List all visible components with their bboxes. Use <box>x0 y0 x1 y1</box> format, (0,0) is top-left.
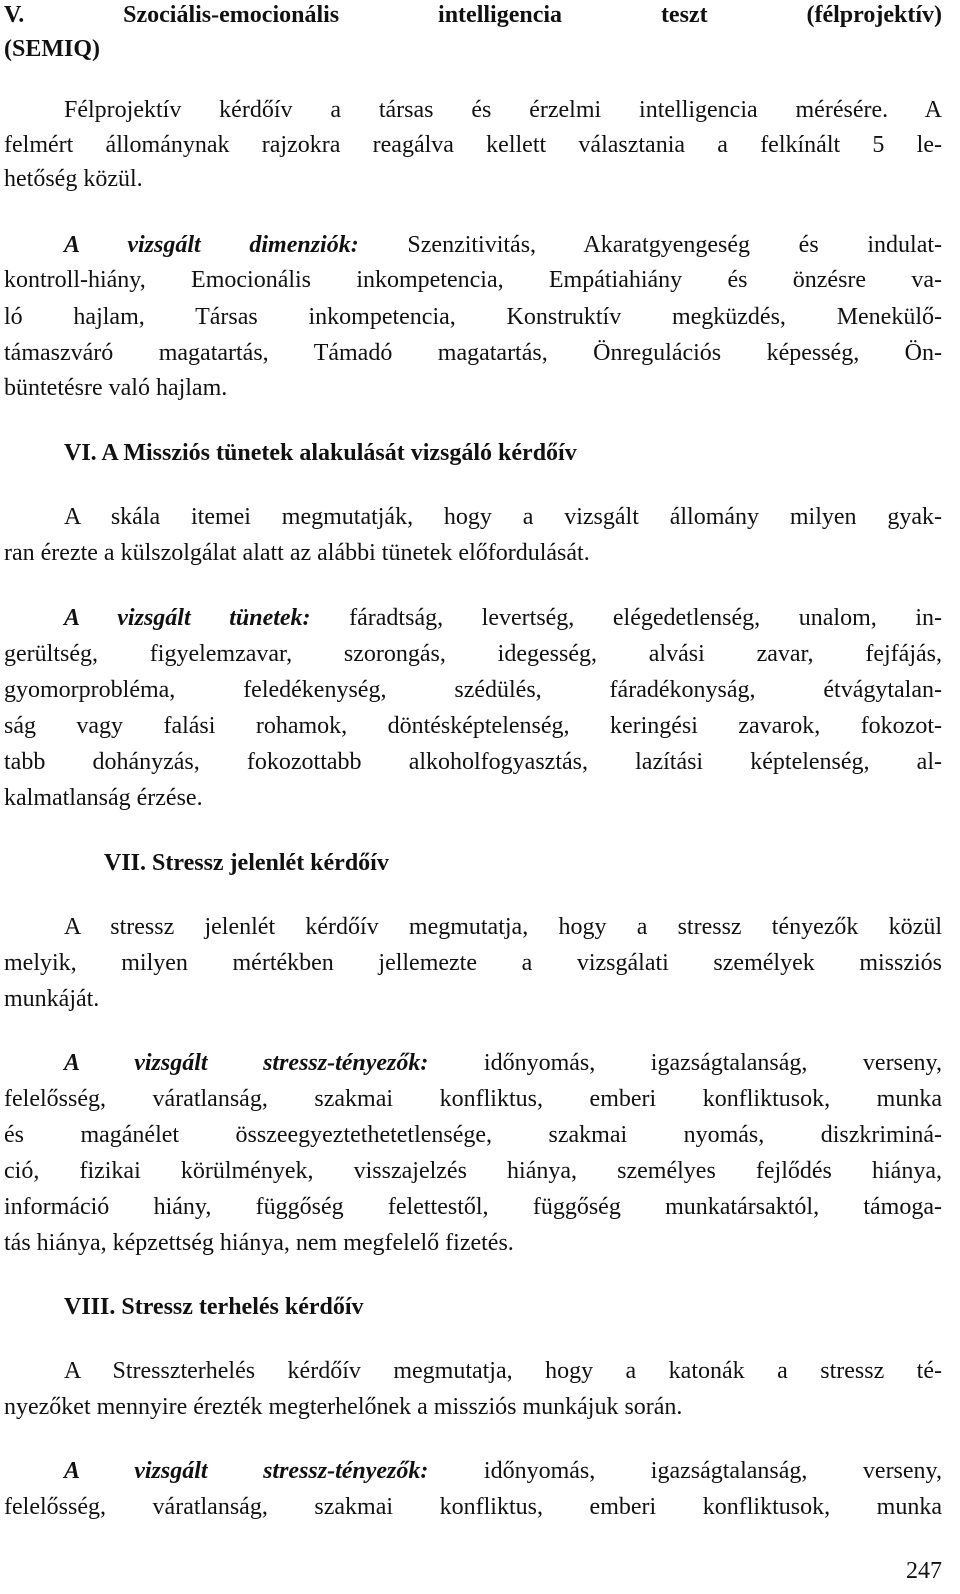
section8-heading: VIII. Stressz terhelés kérdőív <box>64 1294 364 1320</box>
section7-desc-line3: munkáját. <box>4 986 100 1012</box>
page-number: 247 <box>906 1558 942 1584</box>
section5-dims-label: A vizsgált dimenziók: <box>64 232 359 258</box>
section5-dims-line4: támaszváró magatartás, Támadó magatartás, Önregulációs képesség, Ön- <box>4 340 942 366</box>
section7-factors-label: A vizsgált stressz-tényezők: <box>64 1050 429 1076</box>
section6-symptoms-label: A vizsgált tünetek: <box>64 605 311 631</box>
section6-symptoms-line1 <box>4 603 942 633</box>
section6-heading: VI. A Missziós tünetek alakulását vizsgáló kérdőív <box>64 440 577 466</box>
section6-symptoms-line5: tabb dohányzás, fokozottabb alkoholfogyasztás, lazítási képtelenség, al- <box>4 749 942 775</box>
section7-desc-line1: A stressz jelenlét kérdőív megmutatja, hogy a stressz tényezők közül <box>64 914 942 940</box>
section7-factors-line4: ció, fizikai körülmények, visszajelzés hiánya, személyes fejlődés hiánya, <box>4 1158 942 1184</box>
section5-desc-line2: felmért állománynak rajzokra reagálva kellett választania a felkínált 5 le- <box>4 132 942 158</box>
section6-symptoms-line4: ság vagy falási rohamok, döntésképtelenség, keringési zavarok, fokozot- <box>4 713 942 739</box>
section5-heading-line1: V. Szociális-emocionális intelligencia teszt (félprojektív) <box>4 2 942 28</box>
section6-symptoms-line3: gyomorprobléma, feledékenység, szédülés, fáradékonyság, étvágytalan- <box>4 677 942 703</box>
section7-factors-line5: információ hiány, függőség felettestől, függőség munkatársaktól, támoga- <box>4 1194 942 1220</box>
section8-factors-text1: időnyomás, igazságtalanság, verseny, <box>428 1458 942 1484</box>
section7-factors-line2: felelősség, váratlanság, szakmai konfliktus, emberi konfliktusok, munka <box>4 1086 942 1112</box>
section5-dims-text1: Szenzitivitás, Akaratgyengeség és indulat- <box>358 232 943 258</box>
section8-factors-label: A vizsgált stressz-tényezők: <box>64 1458 429 1484</box>
section7-desc-line2: melyik, milyen mértékben jellemezte a vizsgálati személyek missziós <box>4 950 942 976</box>
section5-dims-line1 <box>4 230 942 260</box>
section5-desc-line1: Félprojektív kérdőív a társas és érzelmi intelligencia mérésére. A <box>64 97 942 123</box>
section5-heading-line2: (SEMIQ) <box>4 36 100 62</box>
section7-factors-text1: időnyomás, igazságtalanság, verseny, <box>428 1050 942 1076</box>
section7-factors-line1 <box>4 1048 942 1078</box>
section6-symptoms-line6: kalmatlanság érzése. <box>4 785 203 811</box>
section5-desc-line3: hetőség közül. <box>4 166 143 192</box>
section6-desc-line2: ran érezte a külszolgálat alatt az alábbi tünetek előfordulását. <box>4 540 590 566</box>
section5-dims-line5: büntetésre való hajlam. <box>4 375 228 401</box>
section6-symptoms-line2: gerültség, figyelemzavar, szorongás, idegesség, alvási zavar, fejfájás, <box>4 641 942 667</box>
section8-factors-line2: felelősség, váratlanság, szakmai konfliktus, emberi konfliktusok, munka <box>4 1494 942 1520</box>
section5-dims-line2: kontroll-hiány, Emocionális inkompetencia, Empátiahiány és önzésre va- <box>4 267 942 293</box>
section7-factors-line6: tás hiánya, képzettség hiánya, nem megfelelő fizetés. <box>4 1230 514 1256</box>
section7-heading: VII. Stressz jelenlét kérdőív <box>104 850 389 876</box>
section5-dims-line3: ló hajlam, Társas inkompetencia, Konstruktív megküzdés, Menekülő- <box>4 304 942 330</box>
section8-desc-line2: nyezőket mennyire érezték megterhelőnek a missziós munkájuk során. <box>4 1394 683 1420</box>
section8-factors-line1 <box>4 1456 942 1486</box>
section7-factors-line3: és magánélet összeegyeztethetetlensége, szakmai nyomás, diszkriminá- <box>4 1122 942 1148</box>
section8-desc-line1: A Stresszterhelés kérdőív megmutatja, hogy a katonák a stressz té- <box>64 1358 942 1384</box>
section6-desc-line1: A skála itemei megmutatják, hogy a vizsgált állomány milyen gyak- <box>64 504 942 530</box>
section6-symptoms-text1: fáradtság, levertség, elégedetlenség, unalom, in- <box>310 605 942 631</box>
